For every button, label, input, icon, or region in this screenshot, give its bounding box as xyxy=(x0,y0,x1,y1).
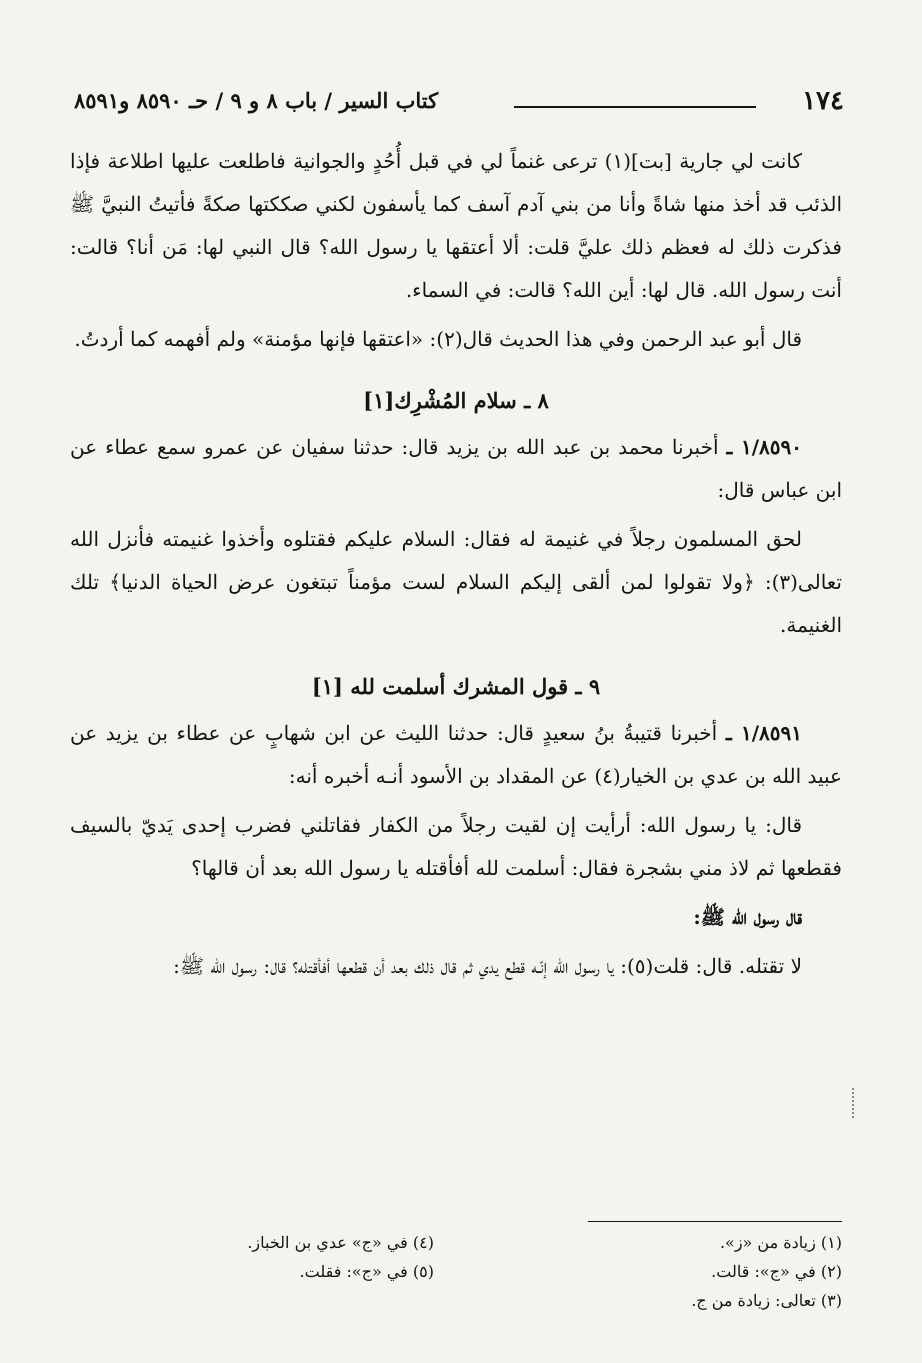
main-text xyxy=(70,140,842,994)
hadith-8591 xyxy=(70,712,842,798)
margin-mark xyxy=(852,1088,860,1118)
page-number: ١٧٤ xyxy=(802,86,844,116)
footnotes-left xyxy=(184,1228,434,1286)
header-rule xyxy=(514,106,756,108)
hadith-chain: أخبرنا قتيبةُ بنُ سعيدٍ قال: حدثنا الليث عن ابن شهابٍ عن عطاء بن يزيد عن عبيد الله بن عدي بن الخيار(٤) عن المقداد بن الأسود أنـه أخبره أنه: xyxy=(70,721,842,788)
section-heading-8: ٨ ـ سلام المُشْرِك[١] xyxy=(363,388,549,413)
footnote-1: (١) زيادة من «ز». xyxy=(719,1233,842,1252)
hadith-8590-text: لحق المسلمون رجلاً في غنيمة له فقال: السلام عليكم فقتلوه وأخذوا غنيمته فأنزل الله تعالى(٣): ﴿ولا تقولوا لمن ألقى إليكم السلام لست مؤمناً تبتغون عرض الحياة الدنيا﴾ تلك الغنيمة. xyxy=(70,527,842,637)
paragraph-1: كانت لي جارية [بت](١) ترعى غنماً لي في قبل أُحُدٍ والجوانية فاطلعت عليها اطلاعة فإذا الذئب قد أخذ منها شاةً وأنا من بني آدم آسف كما يأسفون لكني صككتها صكةً فأتيتُ النبيَّ ﷺ فذكرت ذلك له فعظم ذلك عليَّ قلت: ألا أعتقها يا رسول الله؟ قال النبي لها: مَن أنا؟ قالت: أنت رسول الله. قال لها: أين الله؟ قالت: في السماء. xyxy=(70,149,842,302)
footnotes-right xyxy=(582,1228,842,1315)
hadith-number: ١/٨٥٩١ ـ xyxy=(725,721,803,745)
running-header xyxy=(74,86,844,120)
hadith-chain: أخبرنا محمد بن عبد الله بن يزيد قال: حدثنا سفيان عن عمرو سمع عطاء عن ابن عباس قال: xyxy=(70,435,842,502)
running-title: كتاب السير / باب ٨ و ٩ / حـ ٨٥٩٠ و٨٥٩١ xyxy=(74,88,439,113)
footnote-4: (٤) في «ج» عدي بن الخباز. xyxy=(247,1233,434,1252)
hadith-8590 xyxy=(70,426,842,512)
prophet-said-line: قال رسول الله ﷺ: xyxy=(693,905,802,929)
hadith-8591-text: قال: يا رسول الله: أرأيت إن لقيت رجلاً من الكفار فقاتلني فضرب إحدى يَديّ بالسيف فقطعها ثم لاذ مني بشجرة فقال: أسلمت لله أفأقتله يا رسول الله بعد أن قالها؟ xyxy=(70,813,842,880)
footnote-2: (٢) في «ج»: قالت. xyxy=(711,1262,842,1281)
section-heading-9: ٩ ـ قول المشرك أسلمت لله [١] xyxy=(311,674,601,699)
paragraph-2: قال أبو عبد الرحمن وفي هذا الحديث قال(٢): «اعتقها فإنها مؤمنة» ولم أفهمه كما أردتُ. xyxy=(74,327,802,351)
footnote-rule xyxy=(588,1221,842,1222)
hadith-number: ١/٨٥٩٠ ـ xyxy=(726,435,802,459)
hadith-8591-continuation: لا تقتله. قال: قلت(٥): يا رسول الله إنّـه قطع يدي ثم قال ذلك بعد أن قطعها أفأقتله؟ قال: رسول الله ﷺ: xyxy=(173,954,802,978)
footnote-3: (٣) تعالى: زيادة من ج. xyxy=(691,1291,842,1310)
footnote-5: (٥) في «ج»: فقلت. xyxy=(299,1262,434,1281)
